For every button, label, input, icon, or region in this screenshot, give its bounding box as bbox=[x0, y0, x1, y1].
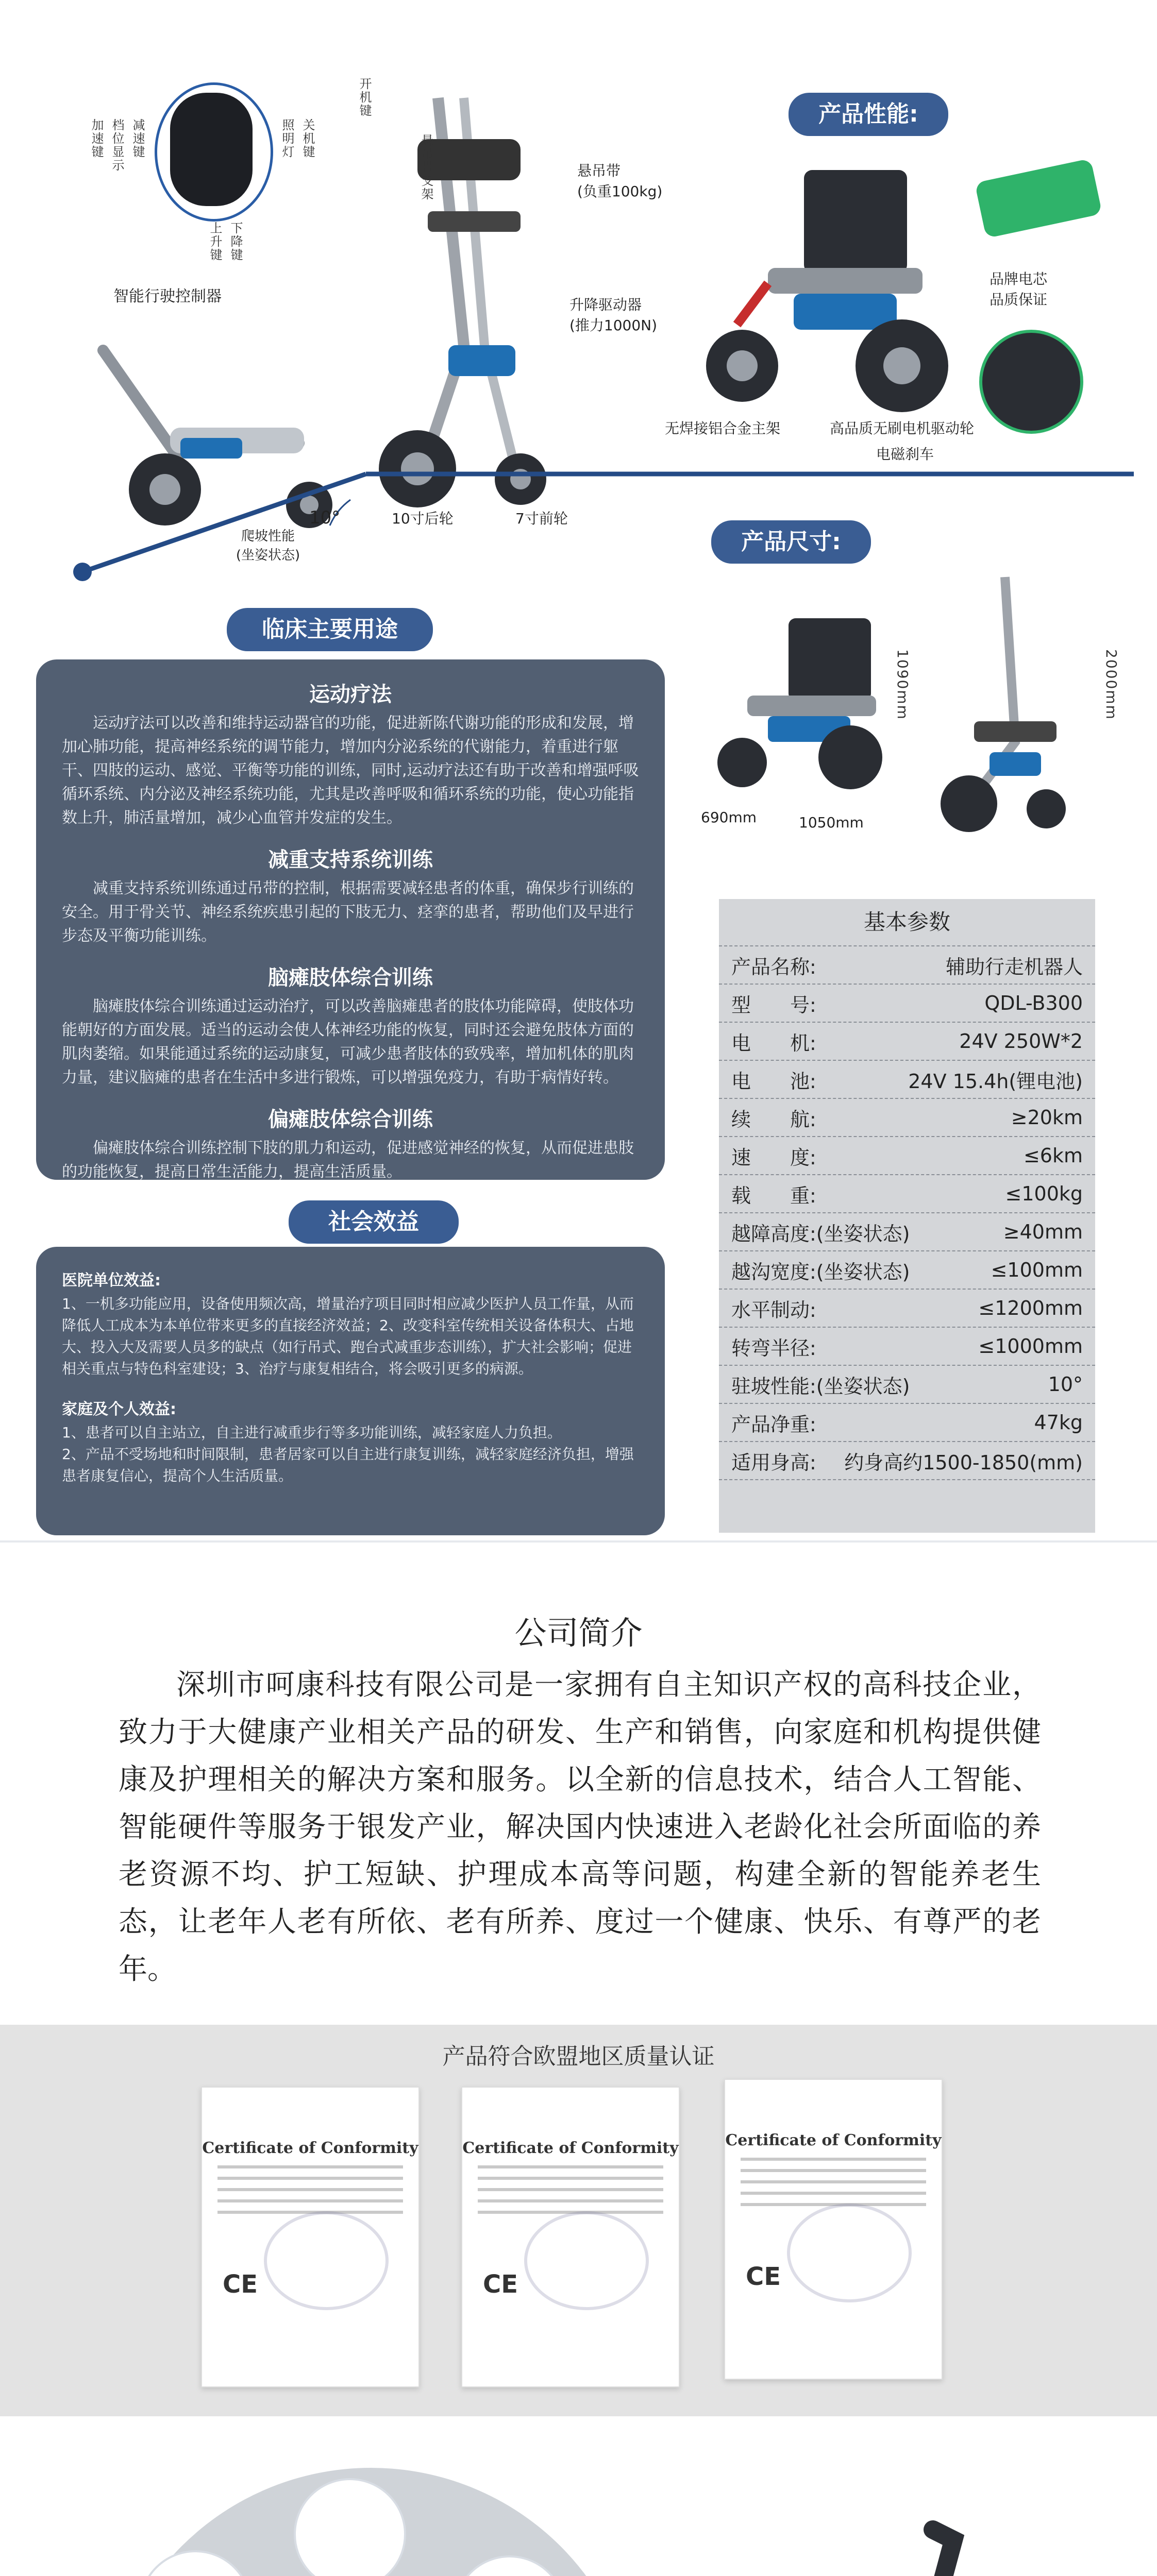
spec-row: 续 航: ≥20km bbox=[719, 1099, 1095, 1137]
spec-row: 产品净重: 47kg bbox=[719, 1404, 1095, 1442]
social-panel bbox=[36, 1247, 665, 1535]
clinical-h-0: 运动疗法 bbox=[309, 683, 392, 706]
rear-wheel-label: 10寸后轮 bbox=[392, 510, 454, 527]
sling-label: 悬吊带 (负重100kg) bbox=[577, 162, 663, 200]
motor-wheel-icon bbox=[979, 330, 1083, 434]
size-title: 产品尺寸: bbox=[711, 520, 871, 564]
spec-row: 驻坡性能:(坐姿状态) 10° bbox=[719, 1366, 1095, 1404]
spec-row: 转弯半径: ≤1000mm bbox=[719, 1328, 1095, 1366]
certificate-1 bbox=[201, 2087, 420, 2387]
brake-label: 电磁刹车 bbox=[876, 446, 934, 463]
controller-label-gear: 档位显示 bbox=[110, 118, 124, 172]
company-body: 深圳市呵康科技有限公司是一家拥有自主知识产权的高科技企业，致力于大健康产业相关产品的研发、生产和销售，向家庭和机构提供健康及护理相关的解决方案和服务。以全新的信息技术，结合人工智能、智能硬件等服务于银发产业，解决国内快速进入老龄化社会所面临的养老资源不均、护工短缺、护理成本高等问题，构建全新的智能养老生态，让老年人老有所依、老有所养、度过一个健康、快乐、有尊严的老年。 bbox=[119, 1668, 1041, 1986]
spec-row: 载 重: ≤100kg bbox=[719, 1175, 1095, 1213]
climb-label: 爬坡性能 (坐姿状态) bbox=[236, 529, 300, 563]
controller-label-on: 开机键 bbox=[357, 77, 372, 117]
cert-seal bbox=[264, 2211, 389, 2310]
frame-label: 无焊接铝合金主架 bbox=[665, 420, 781, 437]
clinical-p-0: 运动疗法可以改善和维持运动器官的功能，促进新陈代谢功能的形成和发展，增加心肺功能，提高神经系统的调节能力，增加内分泌系统的代谢能力，着重进行躯干、四肢的运动、感觉、平衡等功能的训练，同时,运动疗法还有助于改善和增强呼吸循环系统、内分泌及神经系统功能，尤其是改善呼吸和循环系统的功能，使心功能指数上升，肺活量增加，减少心血管并发症的发生。 bbox=[62, 714, 639, 827]
spec-row: 电 机: 24V 250W*2 bbox=[719, 1023, 1095, 1061]
clinical-p-3: 偏瘫肢体综合训练控制下肢的肌力和运动，促进感觉神经的恢复，从而促进患肢的功能恢复，提高日常生活能力，提高生活质量。 bbox=[62, 1139, 634, 1181]
spec-row: 越沟宽度:(坐姿状态) ≤100mm bbox=[719, 1251, 1095, 1290]
social-title: 社会效益 bbox=[289, 1200, 459, 1244]
size-height-2: 2000mm bbox=[1103, 649, 1120, 720]
family-heading: 家庭及个人效益: bbox=[62, 1400, 176, 1418]
slope-angle: 10° bbox=[309, 507, 341, 528]
spec-row: 速 度: ≤6km bbox=[719, 1137, 1095, 1175]
family-text: 1、患者可以自主站立，自主进行减重步行等多功能训练，减轻家庭人力负担。 2、产品不受场地和时间限制，患者居家可以自主进行康复训练，减轻家庭经济负担，增强患者康复信心，提高个人生活质量。 bbox=[62, 1424, 634, 1484]
clinical-p-2: 脑瘫肢体综合训练通过运动治疗，可以改善脑瘫患者的肢体功能障碍，使肢体功能朝好的方面发展。适当的运动会使人体神经功能的恢复，同时还会避免肢体方面的肌肉萎缩。如果能通过系统的运动康复，可减少患者肢体的致残率，增加机体的肌肉力量，建议脑瘫的患者在生活中多进行锻炼，可以增强免疫力，有助于病情好转。 bbox=[62, 997, 634, 1087]
company-title: 公司简介 bbox=[514, 1614, 643, 1652]
clinical-p-1: 减重支持系统训练通过吊带的控制，根据需要减轻患者的体重，确保步行训练的安全。用于骨关节、神经系统疾患引起的下肢无力、痉挛的患者，帮助他们及早进行步态及平衡功能训练。 bbox=[62, 879, 634, 945]
cert-heading: Certificate of Conformity bbox=[202, 2139, 418, 2157]
size-wheelchair-seated bbox=[701, 608, 886, 793]
standing-frame-illustration bbox=[361, 77, 577, 520]
clinical-h-3: 偏瘫肢体综合训练 bbox=[268, 1108, 433, 1131]
performance-title: 产品性能: bbox=[789, 93, 948, 136]
performance-wheelchair-illustration bbox=[696, 149, 964, 417]
cert-title: 产品符合欧盟地区质量认证 bbox=[442, 2043, 715, 2070]
clinical-h-1: 减重支持系统训练 bbox=[268, 848, 433, 872]
drive-label: 升降驱动器 (推力1000N) bbox=[569, 296, 658, 334]
size-depth-2: 1050mm bbox=[799, 814, 864, 831]
spec-row: 适用身高: 约身高约1500-1850(mm) bbox=[719, 1442, 1095, 1480]
battery-label: 品牌电芯 品质保证 bbox=[990, 270, 1048, 308]
cert-seal bbox=[787, 2204, 912, 2302]
clinical-h-2: 脑瘫肢体综合训练 bbox=[268, 966, 433, 990]
hospital-text: 1、一机多功能应用，设备使用频次高，增量治疗项目同时相应减少医护人员工作量，从而降低人工成本为本单位带来更多的直接经济效益；2、改变科室传统相关设备体积大、占地大、投入大及需要人员多的缺点（如行吊式、跑台式减重步态训练），扩大社会影响；促进相关重点与特色科室建设；3、治疗与康复相结合，将会吸引更多的病源。 bbox=[62, 1295, 634, 1377]
spec-row: 型 号: QDL-B300 bbox=[719, 985, 1095, 1023]
armrest-support-label: 悬吊带支架 bbox=[419, 134, 433, 201]
spec-title: 基本参数 bbox=[719, 899, 1095, 946]
controller-label-down: 下降键 bbox=[228, 222, 243, 262]
spec-row: 电 池: 24V 15.4h(锂电池) bbox=[719, 1061, 1095, 1099]
spec-row: 产品名称: 辅助行走机器人 bbox=[719, 946, 1095, 985]
cert-seal bbox=[524, 2211, 649, 2310]
ce-mark: CE bbox=[223, 2270, 258, 2299]
spec-table bbox=[719, 899, 1095, 1533]
product-photo-wheelchair bbox=[665, 2519, 1154, 2576]
clinical-title: 临床主要用途 bbox=[227, 608, 433, 651]
size-wheelchair-standing bbox=[928, 567, 1082, 835]
ce-mark: CE bbox=[483, 2270, 518, 2299]
controller-circle bbox=[155, 82, 273, 222]
controller-label-light: 照明灯 bbox=[280, 118, 294, 159]
controller-label-up: 上升键 bbox=[208, 222, 222, 262]
size-height-1: 1090mm bbox=[894, 649, 911, 720]
certificate-2 bbox=[461, 2087, 680, 2387]
cert-heading: Certificate of Conformity bbox=[725, 2131, 942, 2149]
ce-mark: CE bbox=[746, 2262, 781, 2291]
spec-row: 水平制动: ≤1200mm bbox=[719, 1290, 1095, 1328]
controller-label-off: 关机键 bbox=[300, 118, 315, 159]
hospital-heading: 医院单位效益: bbox=[62, 1272, 161, 1290]
clinical-panel bbox=[36, 659, 665, 1180]
certificate-3 bbox=[724, 2079, 943, 2380]
size-depth-1: 690mm bbox=[701, 809, 757, 826]
motor-label: 高品质无刷电机驱动轮 bbox=[830, 420, 975, 437]
spec-row: 越障高度:(坐姿状态) ≥40mm bbox=[719, 1213, 1095, 1251]
controller-label-speed-down: 减速键 bbox=[130, 118, 145, 159]
front-wheel-label: 7寸前轮 bbox=[515, 510, 568, 527]
controller-label-speed-up: 加速键 bbox=[89, 118, 104, 159]
cert-heading: Certificate of Conformity bbox=[462, 2139, 679, 2157]
controller-caption: 智能行驶控制器 bbox=[113, 287, 222, 306]
